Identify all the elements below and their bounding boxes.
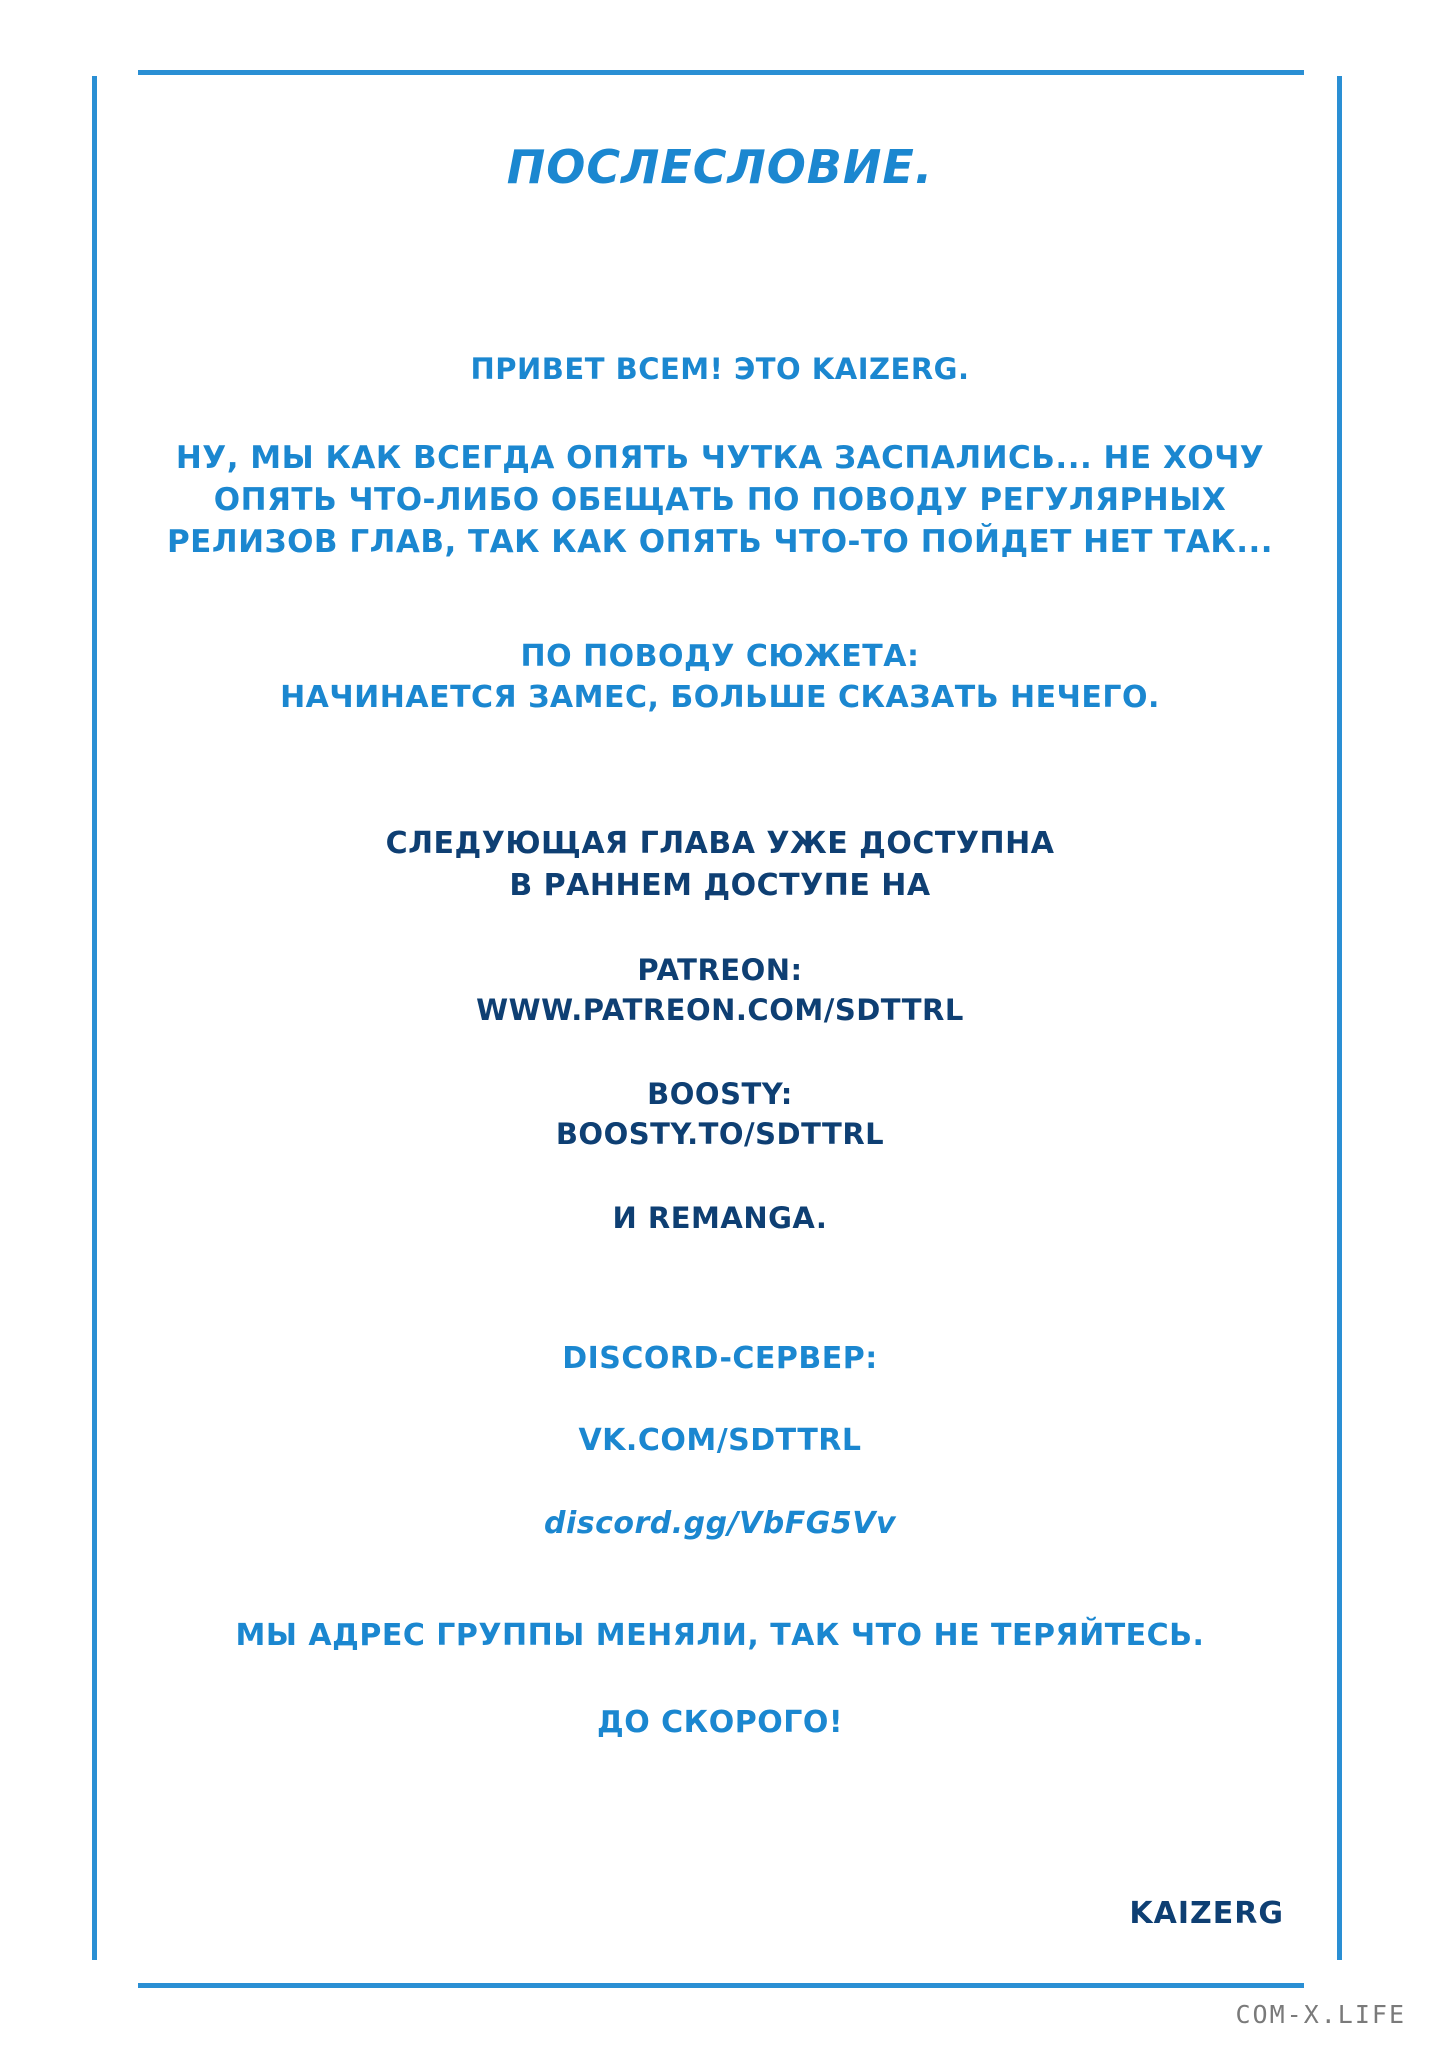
- author-signature: KAIZERG: [1129, 1896, 1284, 1931]
- boosty-link[interactable]: BOOSTY.TO/SDTTRL: [555, 1117, 885, 1152]
- page-title: ПОСЛЕСЛОВИЕ.: [506, 140, 934, 194]
- vk-link[interactable]: VK.COM/SDTTRL: [578, 1423, 862, 1459]
- plot-line-1: ПО ПОВОДУ СЮЖЕТА:: [520, 638, 920, 674]
- frame-line-bottom: [138, 1983, 1304, 1988]
- delay-line-1: НУ, МЫ КАК ВСЕГДА ОПЯТЬ ЧУТКА ЗАСПАЛИСЬ... НЕ ХОЧУ: [175, 440, 1265, 477]
- frame-line-top: [138, 70, 1304, 75]
- delay-line-2: ОПЯТЬ ЧТО-ЛИБО ОБЕЩАТЬ ПО ПОВОДУ РЕГУЛЯРНЫХ: [213, 482, 1227, 519]
- next-chapter-line-2: В РАННЕМ ДОСТУПЕ НА: [509, 867, 931, 903]
- discord-invite-link[interactable]: discord.gg/VbFG5Vv: [543, 1505, 897, 1541]
- delay-note: [120, 438, 1320, 564]
- farewell-line: ДО СКОРОГО!: [597, 1704, 843, 1740]
- plot-note: [120, 636, 1320, 719]
- frame-line-left: [92, 76, 97, 1960]
- remanga-line: И REMANGA.: [612, 1201, 828, 1236]
- delay-line-3: РЕЛИЗОВ ГЛАВ, ТАК КАК ОПЯТЬ ЧТО-ТО ПОЙДЕТ НЕТ ТАК...: [166, 523, 1274, 560]
- site-watermark: COM-X.LIFE: [1235, 2000, 1406, 2029]
- group-moved-line: МЫ АДРЕС ГРУППЫ МЕНЯЛИ, ТАК ЧТО НЕ ТЕРЯЙТЕСЬ.: [235, 1618, 1205, 1654]
- vk-link-block: [120, 1420, 1320, 1463]
- patreon-block: [120, 950, 1320, 1030]
- discord-label-line: DISCORD-СЕРВЕР:: [562, 1340, 878, 1376]
- patreon-label: PATREON:: [637, 953, 803, 988]
- next-chapter-note: [120, 823, 1320, 906]
- patreon-link[interactable]: WWW.PATREON.COM/SDTTRL: [476, 993, 964, 1028]
- group-moved-note: [120, 1615, 1320, 1658]
- afterword-content: [120, 76, 1320, 1966]
- plot-line-2: НАЧИНАЕТСЯ ЗАМЕС, БОЛЬШЕ СКАЗАТЬ НЕЧЕГО.: [280, 680, 1160, 716]
- remanga-note: [120, 1198, 1320, 1239]
- next-chapter-line-1: СЛЕДУЮЩАЯ ГЛАВА УЖЕ ДОСТУПНА: [385, 826, 1055, 862]
- discord-invite-block: [120, 1503, 1320, 1546]
- greeting-line: ПРИВЕТ ВСЕМ! ЭТО KAIZERG.: [470, 352, 970, 386]
- boosty-label: BOOSTY:: [647, 1077, 793, 1112]
- boosty-block: [120, 1074, 1320, 1154]
- frame-line-right: [1337, 76, 1342, 1960]
- discord-label: [120, 1338, 1320, 1381]
- greeting-text: [120, 349, 1320, 390]
- farewell-note: [120, 1702, 1320, 1745]
